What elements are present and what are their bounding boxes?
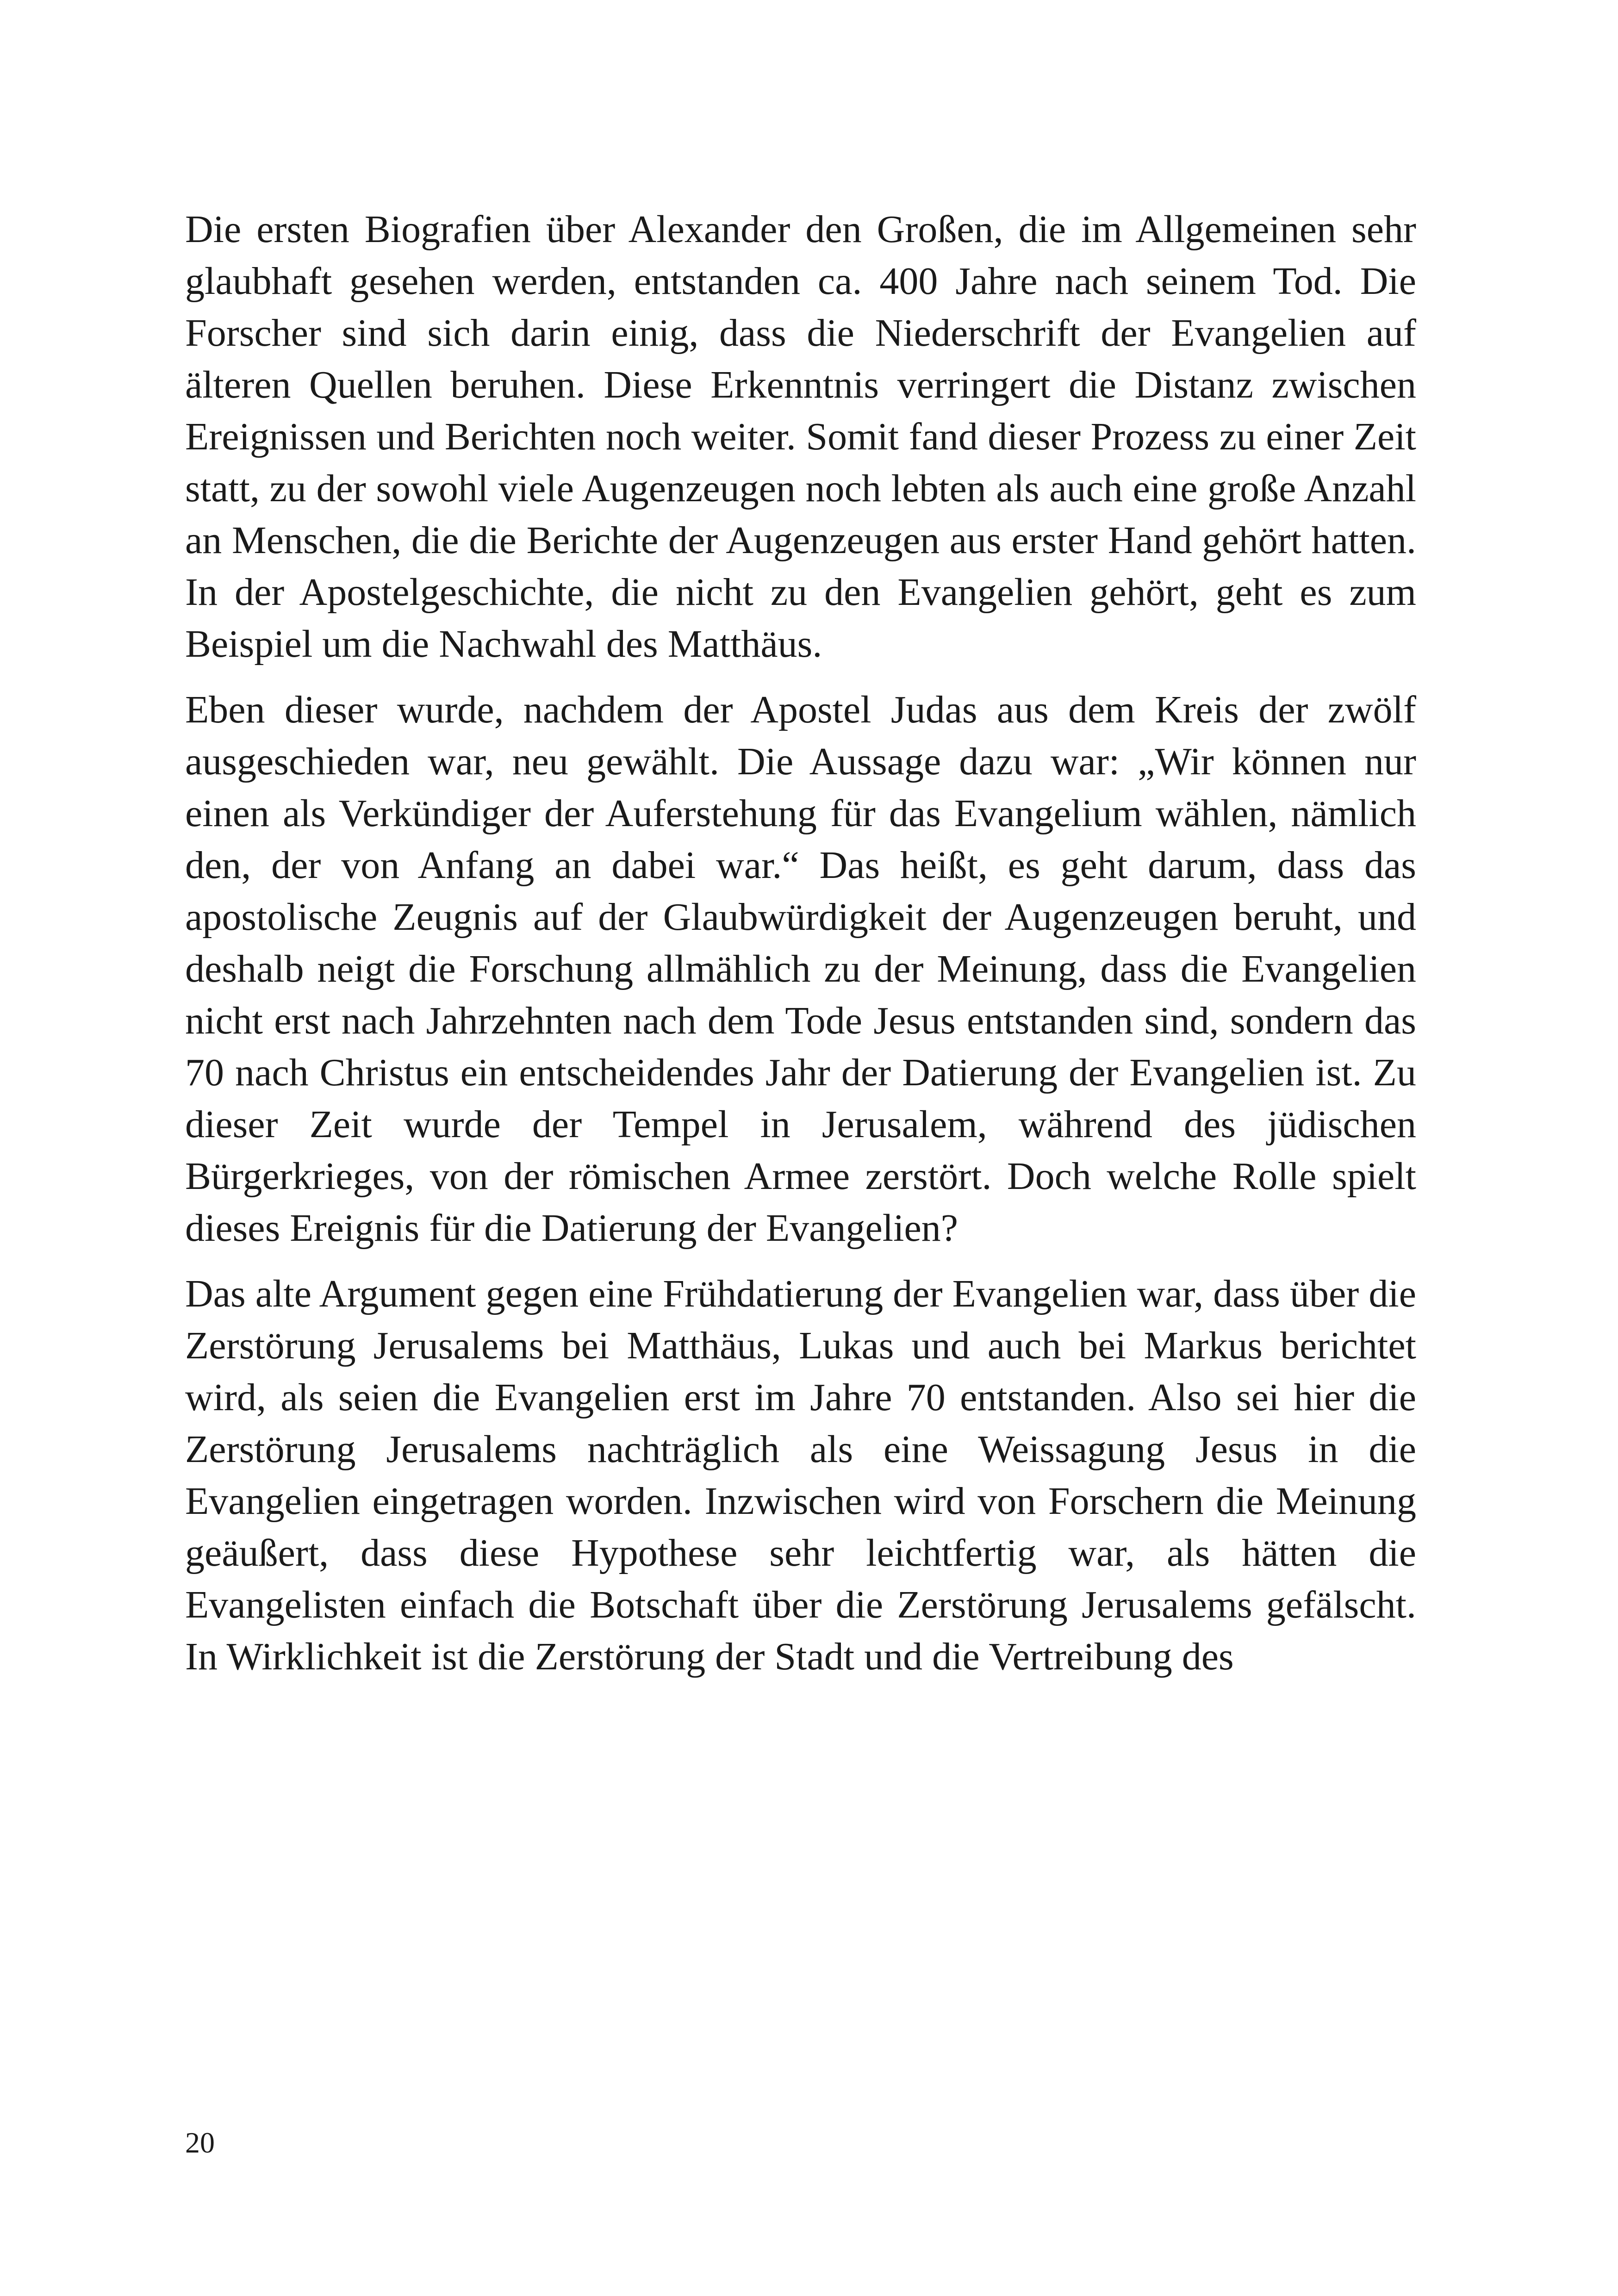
body-text	[185, 204, 1416, 1697]
paragraph-1: Die ersten Biografien über Alexander den Großen, die im Allgemeinen sehr glaubhaft gesehen werden, entstanden ca. 400 Jahre nach seinem Tod. Die Forscher sind sich darin einig, dass die Niederschrift der Evangelien auf älteren Quellen beruhen. Diese Erkenntnis verringert die Distanz zwischen Ereignissen und Berichten noch weiter. Somit fand dieser Prozess zu einer Zeit statt, zu der sowohl viele Augenzeugen noch lebten als auch eine große Anzahl an Menschen, die die Berichte der Augenzeugen aus erster Hand gehört hatten. In der Apostelgeschichte, die nicht zu den Evangelien gehört, geht es zum Beispiel um die Nachwahl des Matthäus.	[185, 208, 1416, 666]
page-number: 20	[185, 2126, 215, 2159]
paragraph-3: Das alte Argument gegen eine Frühdatierung der Evangelien war, dass über die Zerstörung Jerusalems bei Matthäus, Lukas und auch bei Markus berichtet wird, als seien die Evangelien erst im Jahre 70 entstanden. Also sei hier die Zerstörung Jerusalems nachträglich als eine Weissagung Jesus in die Evangelien eingetragen worden. Inzwischen wird von Forschern die Meinung geäußert, dass diese Hypothese sehr leichtfertig war, als hätten die Evangelisten einfach die Botschaft über die Zerstörung Jerusalems gefälscht. In Wirklichkeit ist die Zerstörung der Stadt und die Vertreibung des	[185, 1272, 1416, 1678]
paragraph-2: Eben dieser wurde, nachdem der Apostel Judas aus dem Kreis der zwölf ausgeschieden war, neu gewählt. Die Aussage dazu war: „Wir können nur einen als Verkündiger der Auferstehung für das Evangelium wählen, nämlich den, der von Anfang an dabei war.“ Das heißt, es geht darum, dass das apostolische Zeugnis auf der Glaubwürdigkeit der Augenzeugen beruht, und deshalb neigt die Forschung allmählich zu der Meinung, dass die Evangelien nicht erst nach Jahrzehnten nach dem Tode Jesus entstanden sind, sondern das 70 nach Christus ein entscheidendes Jahr der Datierung der Evangelien ist. Zu dieser Zeit wurde der Tempel in Jerusalem, während des jüdischen Bürgerkrieges, von der römischen Armee zerstört. Doch welche Rolle spielt dieses Ereignis für die Datierung der Evangelien?	[185, 688, 1416, 1250]
